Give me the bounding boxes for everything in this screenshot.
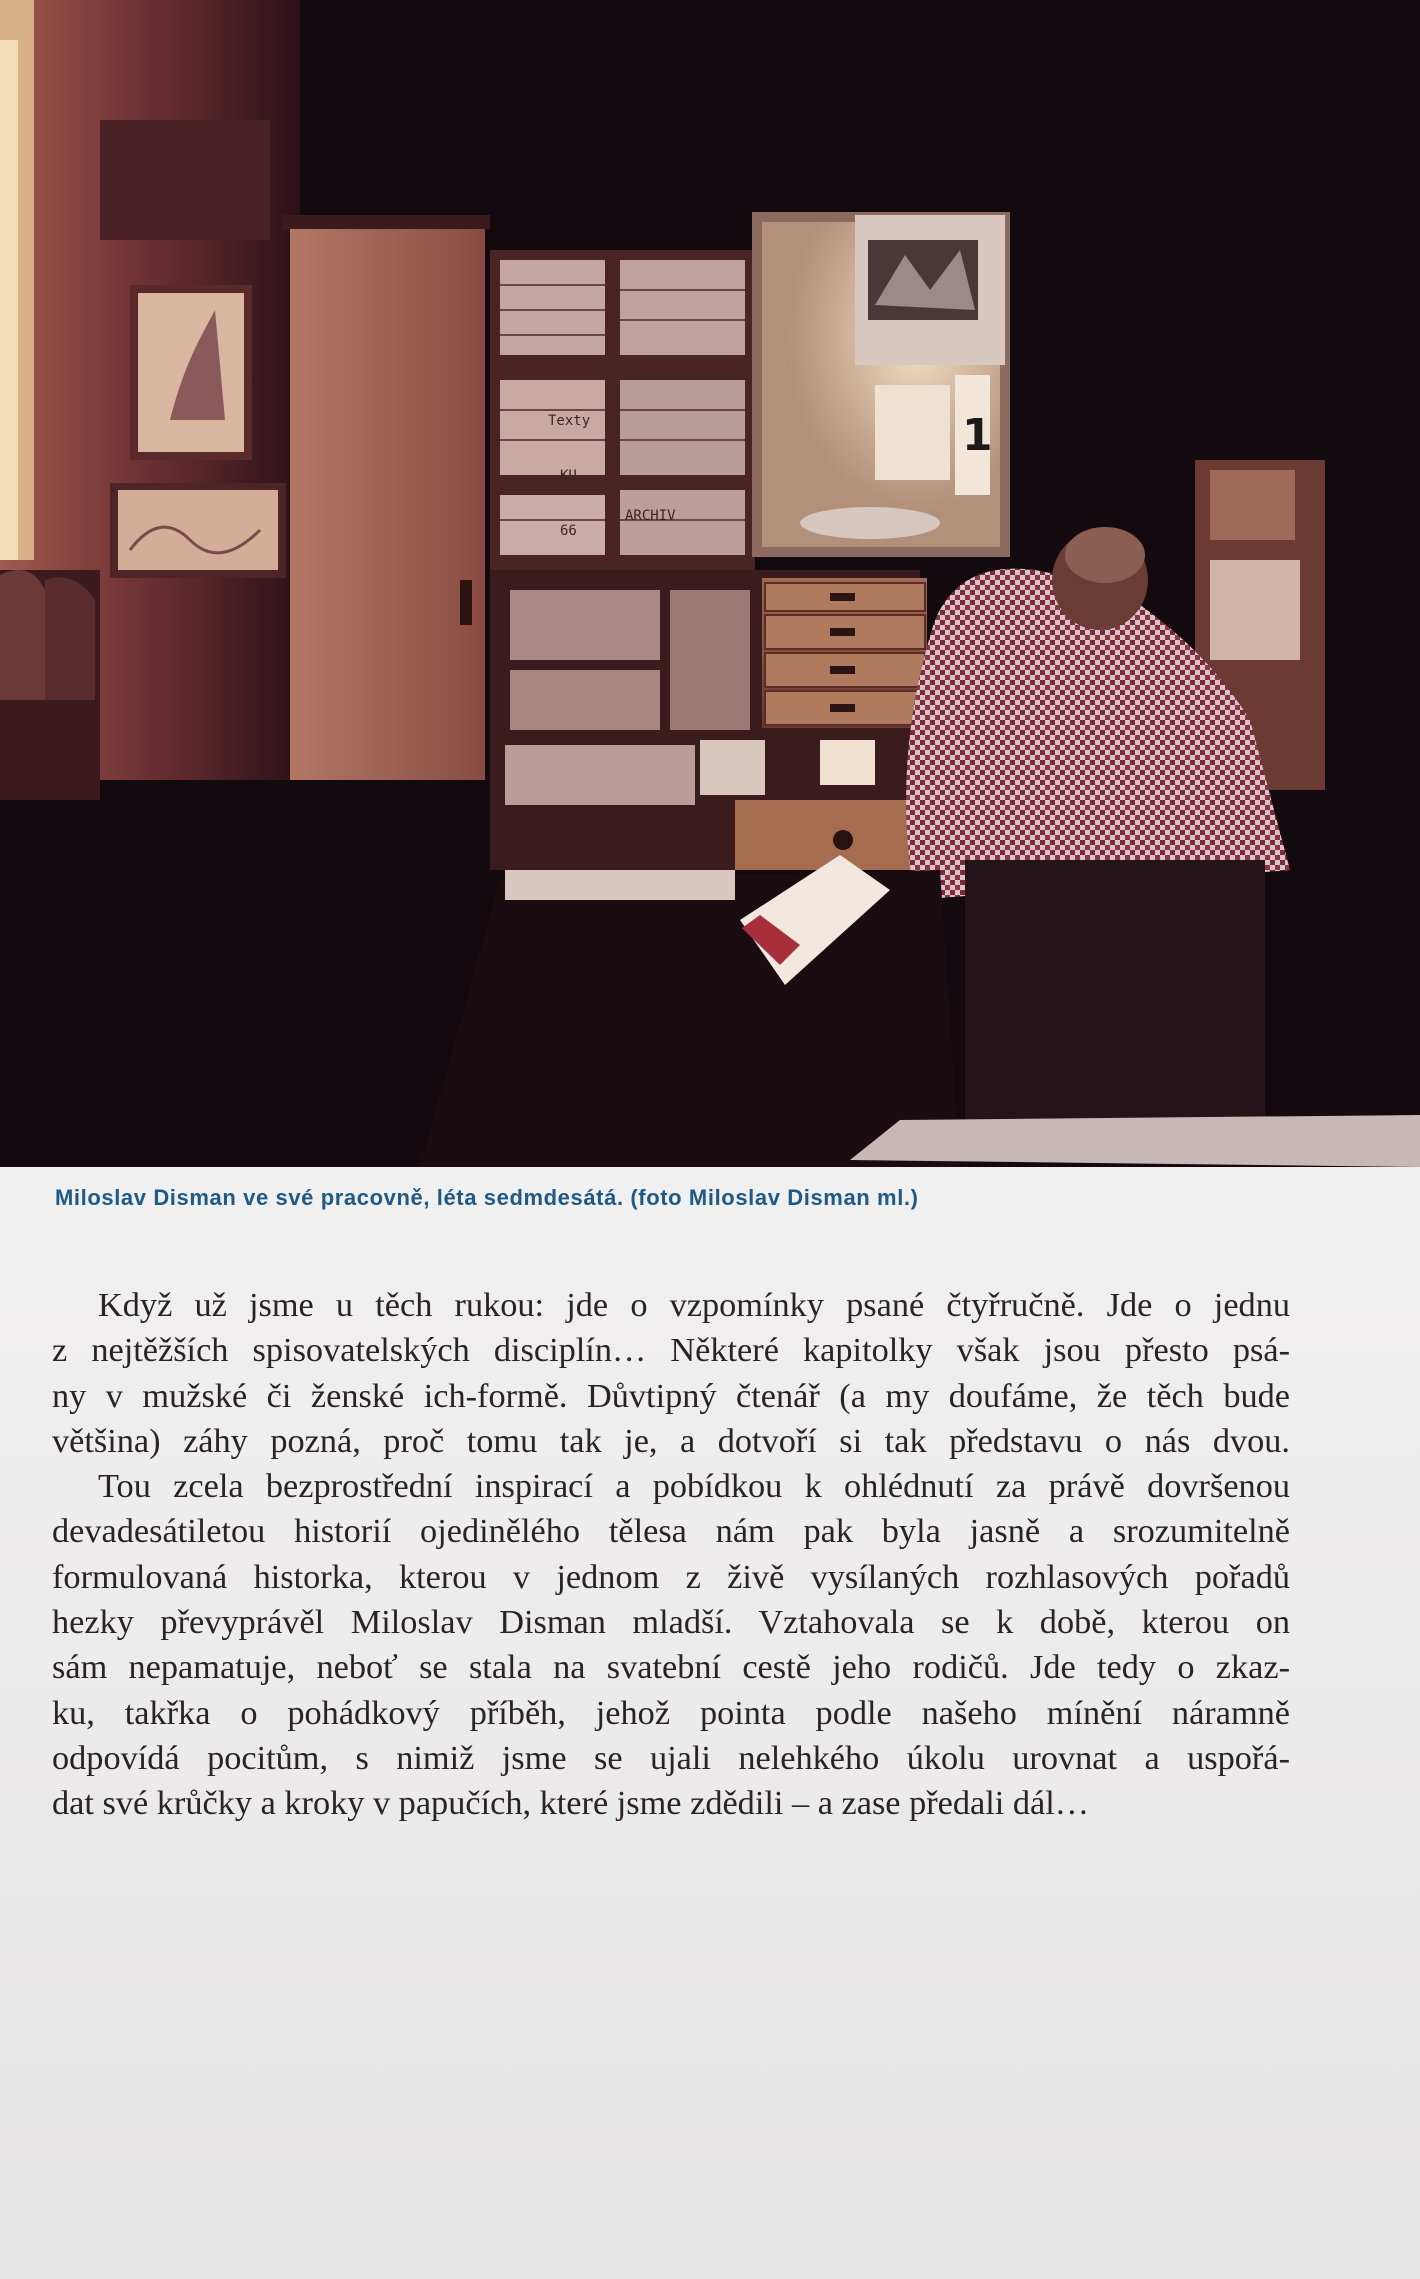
folder-label-ku: KU xyxy=(560,468,577,484)
folder-label-archiv: ARCHIV xyxy=(625,508,676,524)
sign-number: 1 xyxy=(962,410,993,461)
paragraph-2-line-4: hezky převyprávěl Miloslav Disman mladší. Vztahovala se k době, kterou on xyxy=(52,1603,1290,1642)
paragraph-2-line-7: odpovídá pocitům, s nimiž jsme se ujali nelehkého úkolu urovnat a uspořá- xyxy=(52,1738,1290,1777)
body-text xyxy=(52,1283,1290,1827)
paragraph-2-line-3: formulovaná historka, kterou v jednom z živě vysílaných rozhlasových pořadů xyxy=(52,1557,1290,1596)
folder-label-66: 66 xyxy=(560,523,577,539)
paragraph-1-line-1: Když už jsme u těch rukou: jde o vzpomínky psané čtyřručně. Jde o jednu xyxy=(98,1286,1290,1324)
photo-caption: Miloslav Disman ve své pracovně, léta sedmdesátá. (foto Miloslav Disman ml.) xyxy=(55,1185,919,1210)
paragraph-2-line-1: Tou zcela bezprostřední inspirací a pobídkou k ohlédnutí za právě dovršenou xyxy=(98,1467,1290,1506)
paragraph-1-line-4: většina) záhy pozná, proč tomu tak je, a dotvoří si tak představu o nás dvou. xyxy=(52,1421,1290,1460)
paragraph-2-line-5: sám nepamatuje, neboť se stala na svatební cestě jeho rodičů. Jde tedy o zkaz- xyxy=(52,1648,1290,1687)
paragraph-2-line-8: dat své krůčky a kroky v papučích, které jsme zdědili – a zase předali dál… xyxy=(52,1784,1090,1823)
paragraph-1-line-3: ny v mužské či ženské ich-formě. Důvtipný čtenář (a my doufáme, že těch bude xyxy=(52,1376,1290,1415)
paragraph-2-line-2: devadesátiletou historií ojedinělého tělesa nám pak byla jasně a srozumitelně xyxy=(52,1512,1290,1551)
paragraph-1-line-2: z nejtěžších spisovatelských disciplín… Některé kapitolky však jsou přesto psá- xyxy=(52,1331,1290,1370)
paragraph-2-line-6: ku, takřka o pohádkový příběh, jehož pointa podle našeho mínění náramně xyxy=(52,1693,1290,1732)
folder-label-texty: Texty xyxy=(548,413,591,429)
